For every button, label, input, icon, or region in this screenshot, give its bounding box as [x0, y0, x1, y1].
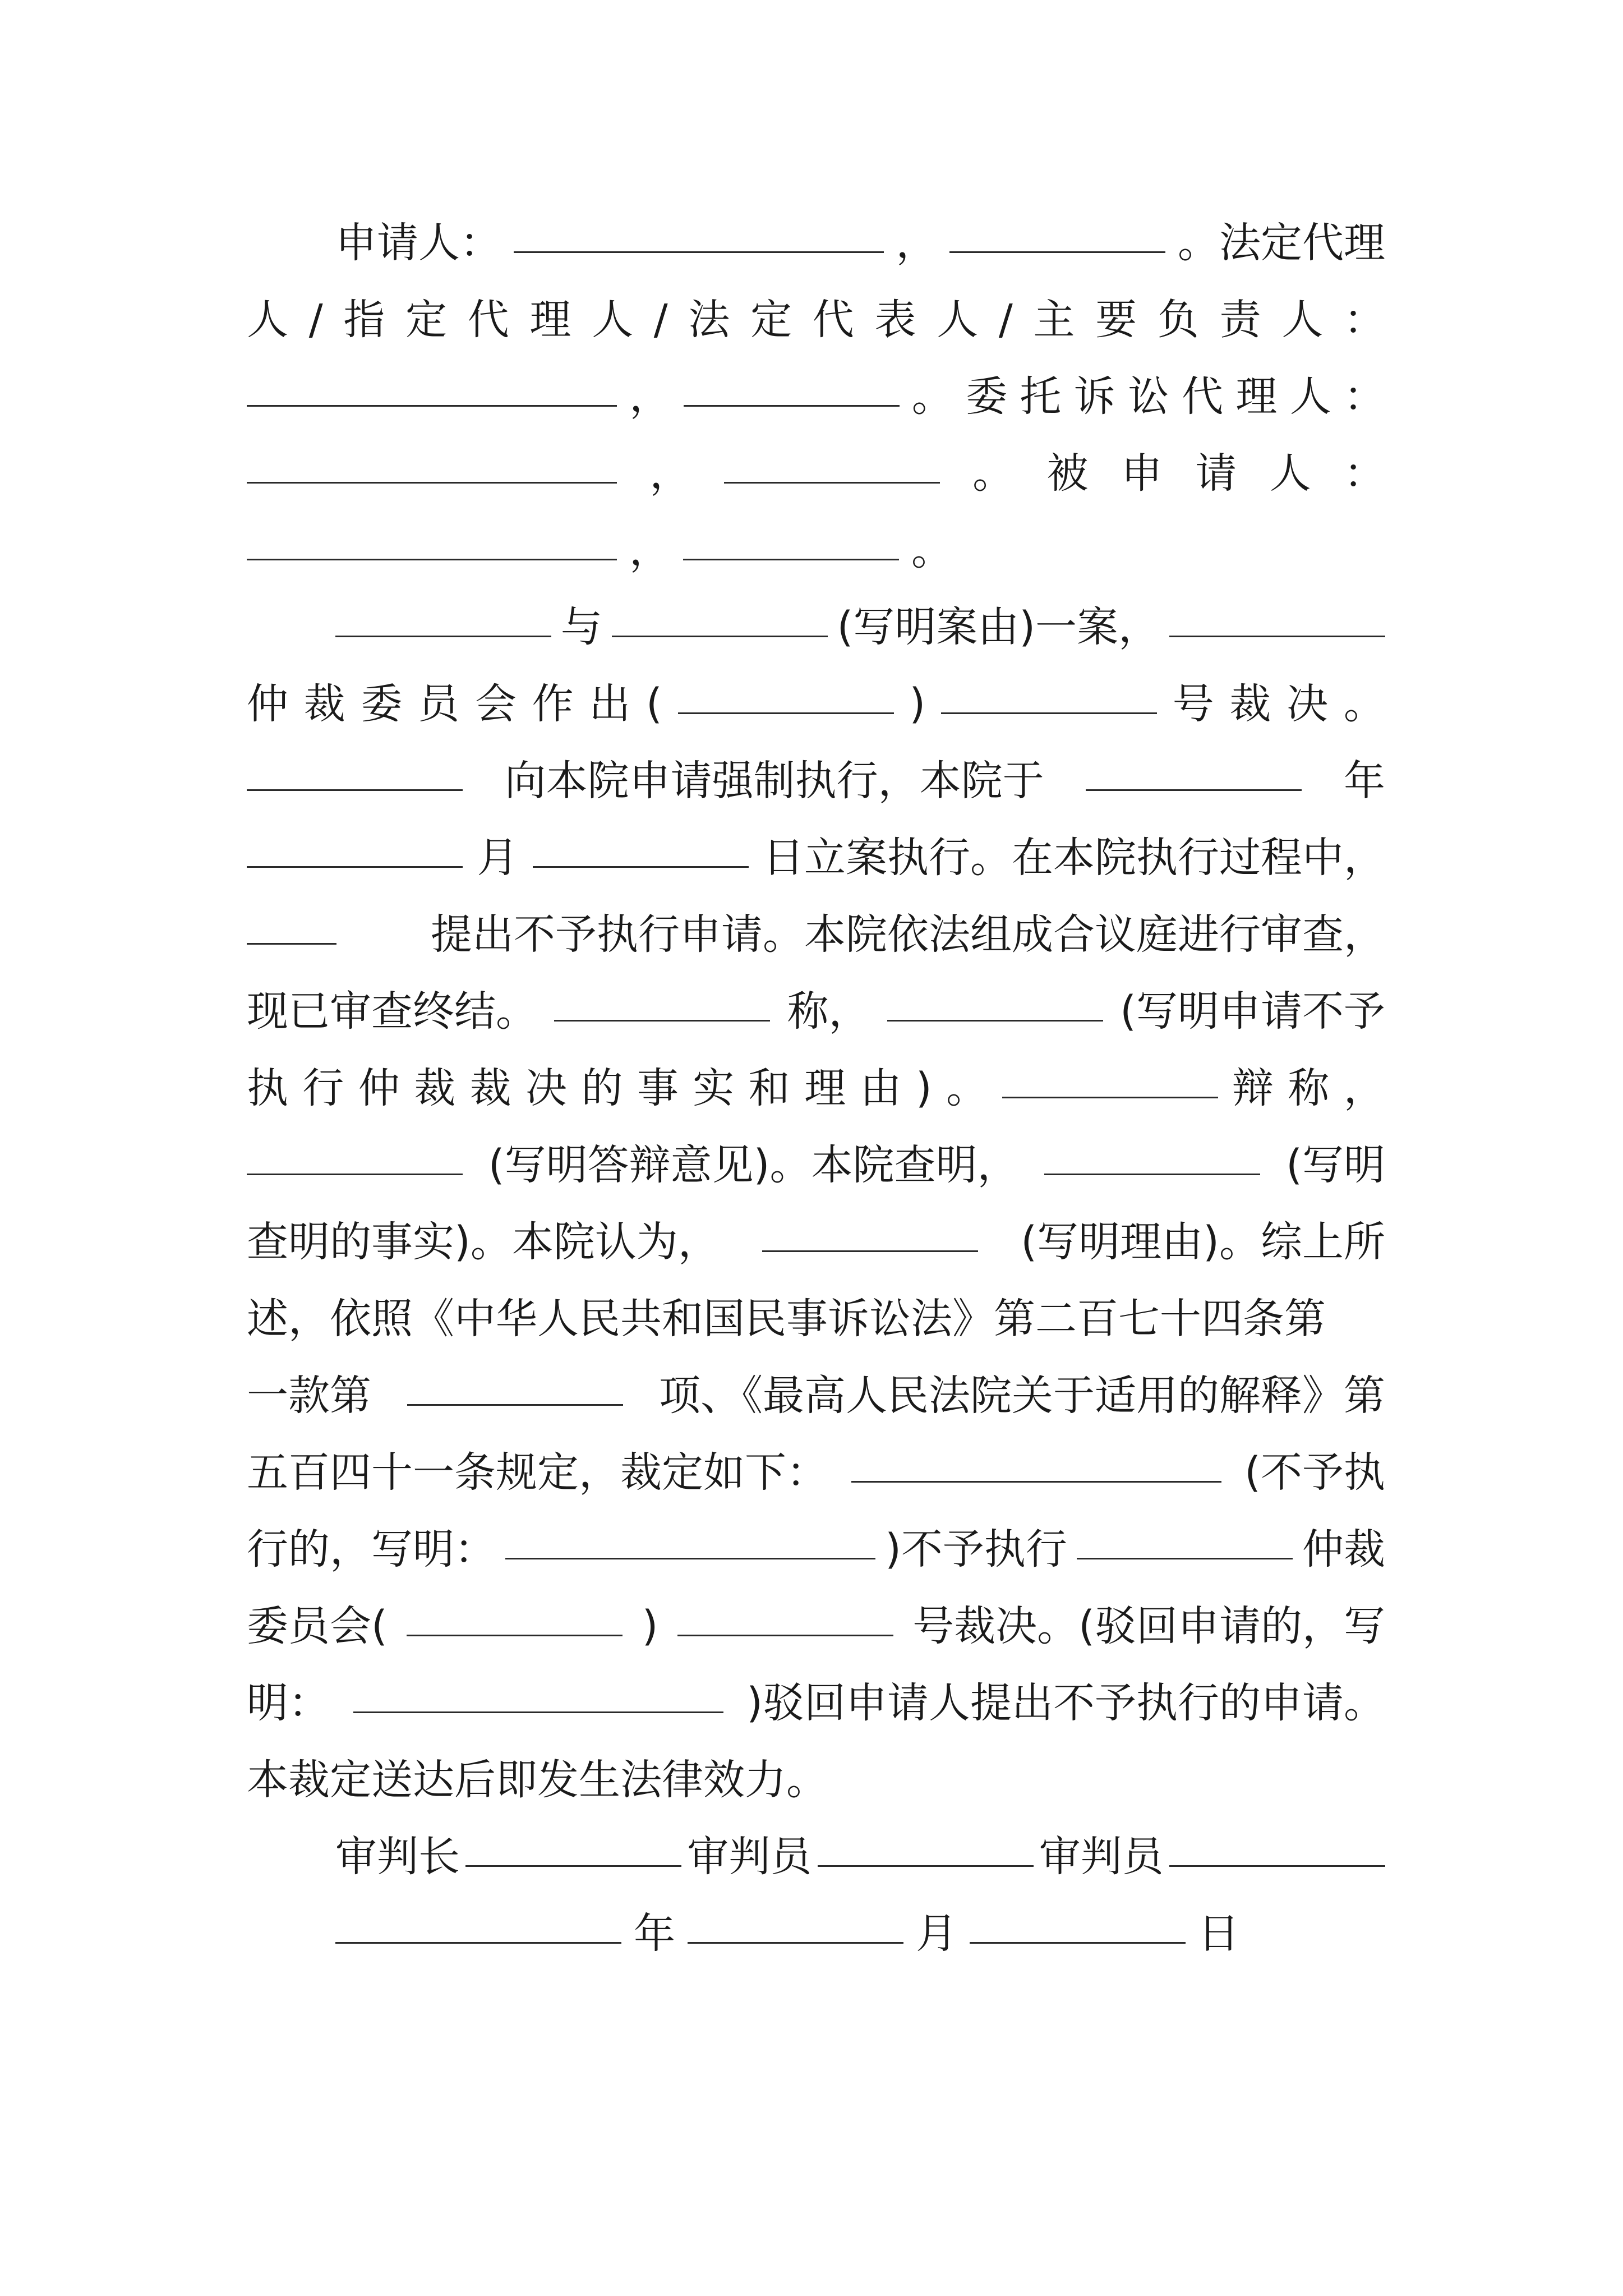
document-line	[247, 1742, 1385, 1819]
document-text: ，	[896, 219, 938, 267]
fill-in-blank	[941, 679, 1157, 714]
document-text: 讼	[1127, 372, 1169, 421]
document-line	[247, 1127, 1385, 1204]
document-line	[247, 1050, 1385, 1127]
fill-in-blank	[887, 986, 1103, 1022]
fill-in-blank	[335, 1908, 621, 1944]
document-text: /	[653, 296, 668, 344]
document-text: 辩	[1232, 1064, 1274, 1112]
document-text: 请	[1195, 449, 1237, 498]
document-text: 行的，写明：	[247, 1525, 496, 1573]
document-text: )	[909, 680, 926, 728]
document-text: 代	[812, 296, 854, 344]
document-text: (写明申请不予	[1120, 987, 1385, 1036]
document-text: 和	[748, 1064, 790, 1112]
document-line	[247, 973, 1385, 1050]
document-text: 表	[874, 296, 916, 344]
document-line	[247, 896, 1385, 973]
fill-in-blank	[554, 986, 770, 1022]
fill-in-blank	[335, 602, 551, 637]
document-line	[247, 1588, 1385, 1665]
document-text: 仲裁	[1302, 1525, 1385, 1573]
fill-in-blank	[688, 1908, 903, 1944]
document-text: 述，依照《中华人民共和国民事诉讼法》第二百七十四条第	[247, 1295, 1326, 1343]
fill-in-blank	[1169, 602, 1385, 637]
document-text: 。	[1343, 680, 1385, 728]
document-text: ，	[649, 449, 691, 498]
document-text: 年	[634, 1910, 675, 1958]
document-line	[247, 1358, 1385, 1434]
document-text: 指	[343, 296, 385, 344]
document-text: 人	[937, 296, 979, 344]
document-text: 仲	[358, 1064, 400, 1112]
fill-in-blank	[1169, 1832, 1385, 1867]
fill-in-blank	[818, 1832, 1034, 1867]
document-text: 裁	[303, 680, 345, 728]
fill-in-blank	[1002, 1063, 1218, 1098]
document-text: 定	[405, 296, 447, 344]
document-text: 明：	[247, 1679, 330, 1727]
fill-in-blank	[465, 1832, 681, 1867]
document-text: )	[642, 1602, 658, 1650]
document-text: 与	[560, 603, 602, 651]
document-text: )	[915, 1064, 932, 1112]
document-line	[247, 435, 1385, 512]
document-text: (	[646, 680, 662, 728]
fill-in-blank	[407, 1601, 623, 1636]
document-text: 月	[477, 834, 519, 882]
document-text: 决	[525, 1064, 568, 1112]
document-text: 人	[247, 296, 288, 344]
document-text: ，	[629, 526, 671, 574]
document-text: 提出不予执行申请。本院依法组成合议庭进行审查，	[431, 910, 1385, 959]
document-text: 的	[581, 1064, 623, 1112]
document-text: 。	[911, 372, 953, 421]
document-text: 裁	[469, 1064, 511, 1112]
document-text: 诉	[1073, 372, 1115, 421]
document-text: 委	[361, 680, 403, 728]
fill-in-blank	[247, 448, 617, 484]
document-text: 裁	[414, 1064, 456, 1112]
document-text: 日	[1198, 1910, 1239, 1958]
document-text: 负	[1157, 296, 1199, 344]
fill-in-blank	[353, 1678, 723, 1713]
document-text: 托	[1020, 372, 1062, 421]
document-text: 事	[637, 1064, 679, 1112]
document-text: ，	[629, 372, 671, 421]
document-text: 理	[529, 296, 571, 344]
fill-in-blank	[533, 832, 749, 868]
document-text: 审判员	[687, 1833, 812, 1881]
document-line	[247, 743, 1385, 820]
document-text: 被	[1046, 449, 1089, 498]
document-line	[247, 512, 1385, 589]
document-text: 年	[1343, 757, 1385, 805]
document-line	[247, 666, 1385, 743]
fill-in-blank	[678, 679, 894, 714]
document-text: 称	[1288, 1064, 1330, 1112]
document-text: 行	[302, 1064, 344, 1112]
document-text: 人	[1269, 449, 1311, 498]
document-text: 号	[1172, 680, 1214, 728]
document-text: 主	[1033, 296, 1075, 344]
fill-in-blank	[762, 1217, 978, 1252]
document-text: 出	[589, 680, 631, 728]
fill-in-blank	[851, 1447, 1221, 1483]
document-text: 。	[946, 1064, 988, 1112]
fill-in-blank	[247, 1140, 463, 1175]
document-text: /	[998, 296, 1013, 344]
document-text: ：	[1343, 372, 1385, 421]
document-text: 号裁决。(驳回申请的，写	[912, 1602, 1385, 1650]
document-text: 决	[1287, 680, 1329, 728]
fill-in-blank	[1044, 1140, 1260, 1175]
document-text: 要	[1095, 296, 1137, 344]
document-text: 由	[860, 1064, 902, 1112]
document-text: 向本院申请强制执行，本院于	[504, 757, 1044, 805]
document-text: 月	[916, 1910, 957, 1958]
fill-in-blank	[677, 1601, 893, 1636]
document-text: 员	[418, 680, 460, 728]
document-text: 项、《最高人民法院关于适用的解释》第	[659, 1372, 1385, 1420]
document-text: 现已审查终结。	[247, 987, 537, 1036]
document-text: ，	[1343, 1064, 1385, 1112]
document-line	[247, 205, 1385, 282]
document-text: 审判员	[1039, 1833, 1164, 1881]
document-text: 委	[966, 372, 1008, 421]
document-text: 实	[693, 1064, 735, 1112]
document-text: (写明	[1286, 1141, 1385, 1189]
document-line	[247, 1895, 1385, 1972]
document-text: ：	[1344, 449, 1385, 498]
document-text: )驳回申请人提出不予执行的申请。	[746, 1679, 1385, 1727]
document-line	[247, 1204, 1385, 1281]
document-text: 代	[467, 296, 509, 344]
document-line	[247, 1819, 1385, 1895]
document-text: 称，	[787, 987, 870, 1036]
fill-in-blank	[247, 525, 617, 560]
document-line	[247, 1434, 1385, 1511]
document-text: 作	[532, 680, 574, 728]
fill-in-blank	[1086, 756, 1302, 791]
document-text: 委员会(	[247, 1602, 388, 1650]
fill-in-blank	[970, 1908, 1186, 1944]
document-text: 。	[911, 526, 953, 574]
document-text: 定	[750, 296, 792, 344]
document-text: 查明的事实)。本院认为，	[247, 1218, 720, 1266]
document-line	[247, 1281, 1385, 1358]
document-text: 仲	[247, 680, 288, 728]
document-text: 执	[247, 1064, 288, 1112]
document-text: ：	[1343, 296, 1385, 344]
document-text: 会	[474, 680, 517, 728]
document-text: 五百四十一条规定，裁定如下：	[247, 1448, 828, 1497]
document-line	[247, 358, 1385, 435]
fill-in-blank	[612, 602, 828, 637]
document-text: 审判长	[335, 1833, 460, 1881]
fill-in-blank	[505, 1524, 875, 1559]
document-line	[247, 589, 1385, 666]
fill-in-blank	[514, 218, 884, 253]
document-text: 理	[804, 1064, 846, 1112]
fill-in-blank	[684, 371, 900, 407]
document-text: 本裁定送达后即发生法律效力。	[247, 1756, 828, 1804]
document-line	[247, 820, 1385, 896]
document-text: 。	[972, 449, 1015, 498]
fill-in-blank	[949, 218, 1165, 253]
fill-in-blank	[683, 525, 899, 560]
fill-in-blank	[247, 371, 617, 407]
document-text: /	[308, 296, 323, 344]
document-text: 人	[592, 296, 634, 344]
document-text: 理	[1235, 372, 1278, 421]
document-line	[247, 1511, 1385, 1588]
document-text: (写明理由)。综上所	[1021, 1218, 1385, 1266]
document-text: 裁	[1229, 680, 1271, 728]
document-body	[247, 205, 1385, 1972]
document-text: (不予执	[1244, 1448, 1385, 1497]
document-text: 代	[1182, 372, 1224, 421]
fill-in-blank	[407, 1370, 623, 1406]
document-text: 法	[688, 296, 730, 344]
document-text: 一款第	[247, 1372, 371, 1420]
document-text: 申请人：	[335, 219, 501, 267]
document-text: (写明答辩意见)。本院查明，	[488, 1141, 1019, 1189]
document-text: 责	[1219, 296, 1261, 344]
document-text: (写明案由)一案，	[837, 603, 1160, 651]
document-line	[247, 282, 1385, 358]
fill-in-blank	[247, 756, 463, 791]
document-text: 日立案执行。在本院执行过程中，	[762, 834, 1385, 882]
fill-in-blank	[247, 909, 336, 945]
fill-in-blank	[724, 448, 940, 484]
document-text: 。法定代理	[1178, 219, 1385, 267]
document-line	[247, 1665, 1385, 1742]
document-text: 申	[1121, 449, 1163, 498]
document-text: 人	[1289, 372, 1331, 421]
document-text: )不予执行	[885, 1525, 1067, 1573]
document-text: 人	[1281, 296, 1324, 344]
fill-in-blank	[1077, 1524, 1293, 1559]
fill-in-blank	[247, 832, 463, 868]
